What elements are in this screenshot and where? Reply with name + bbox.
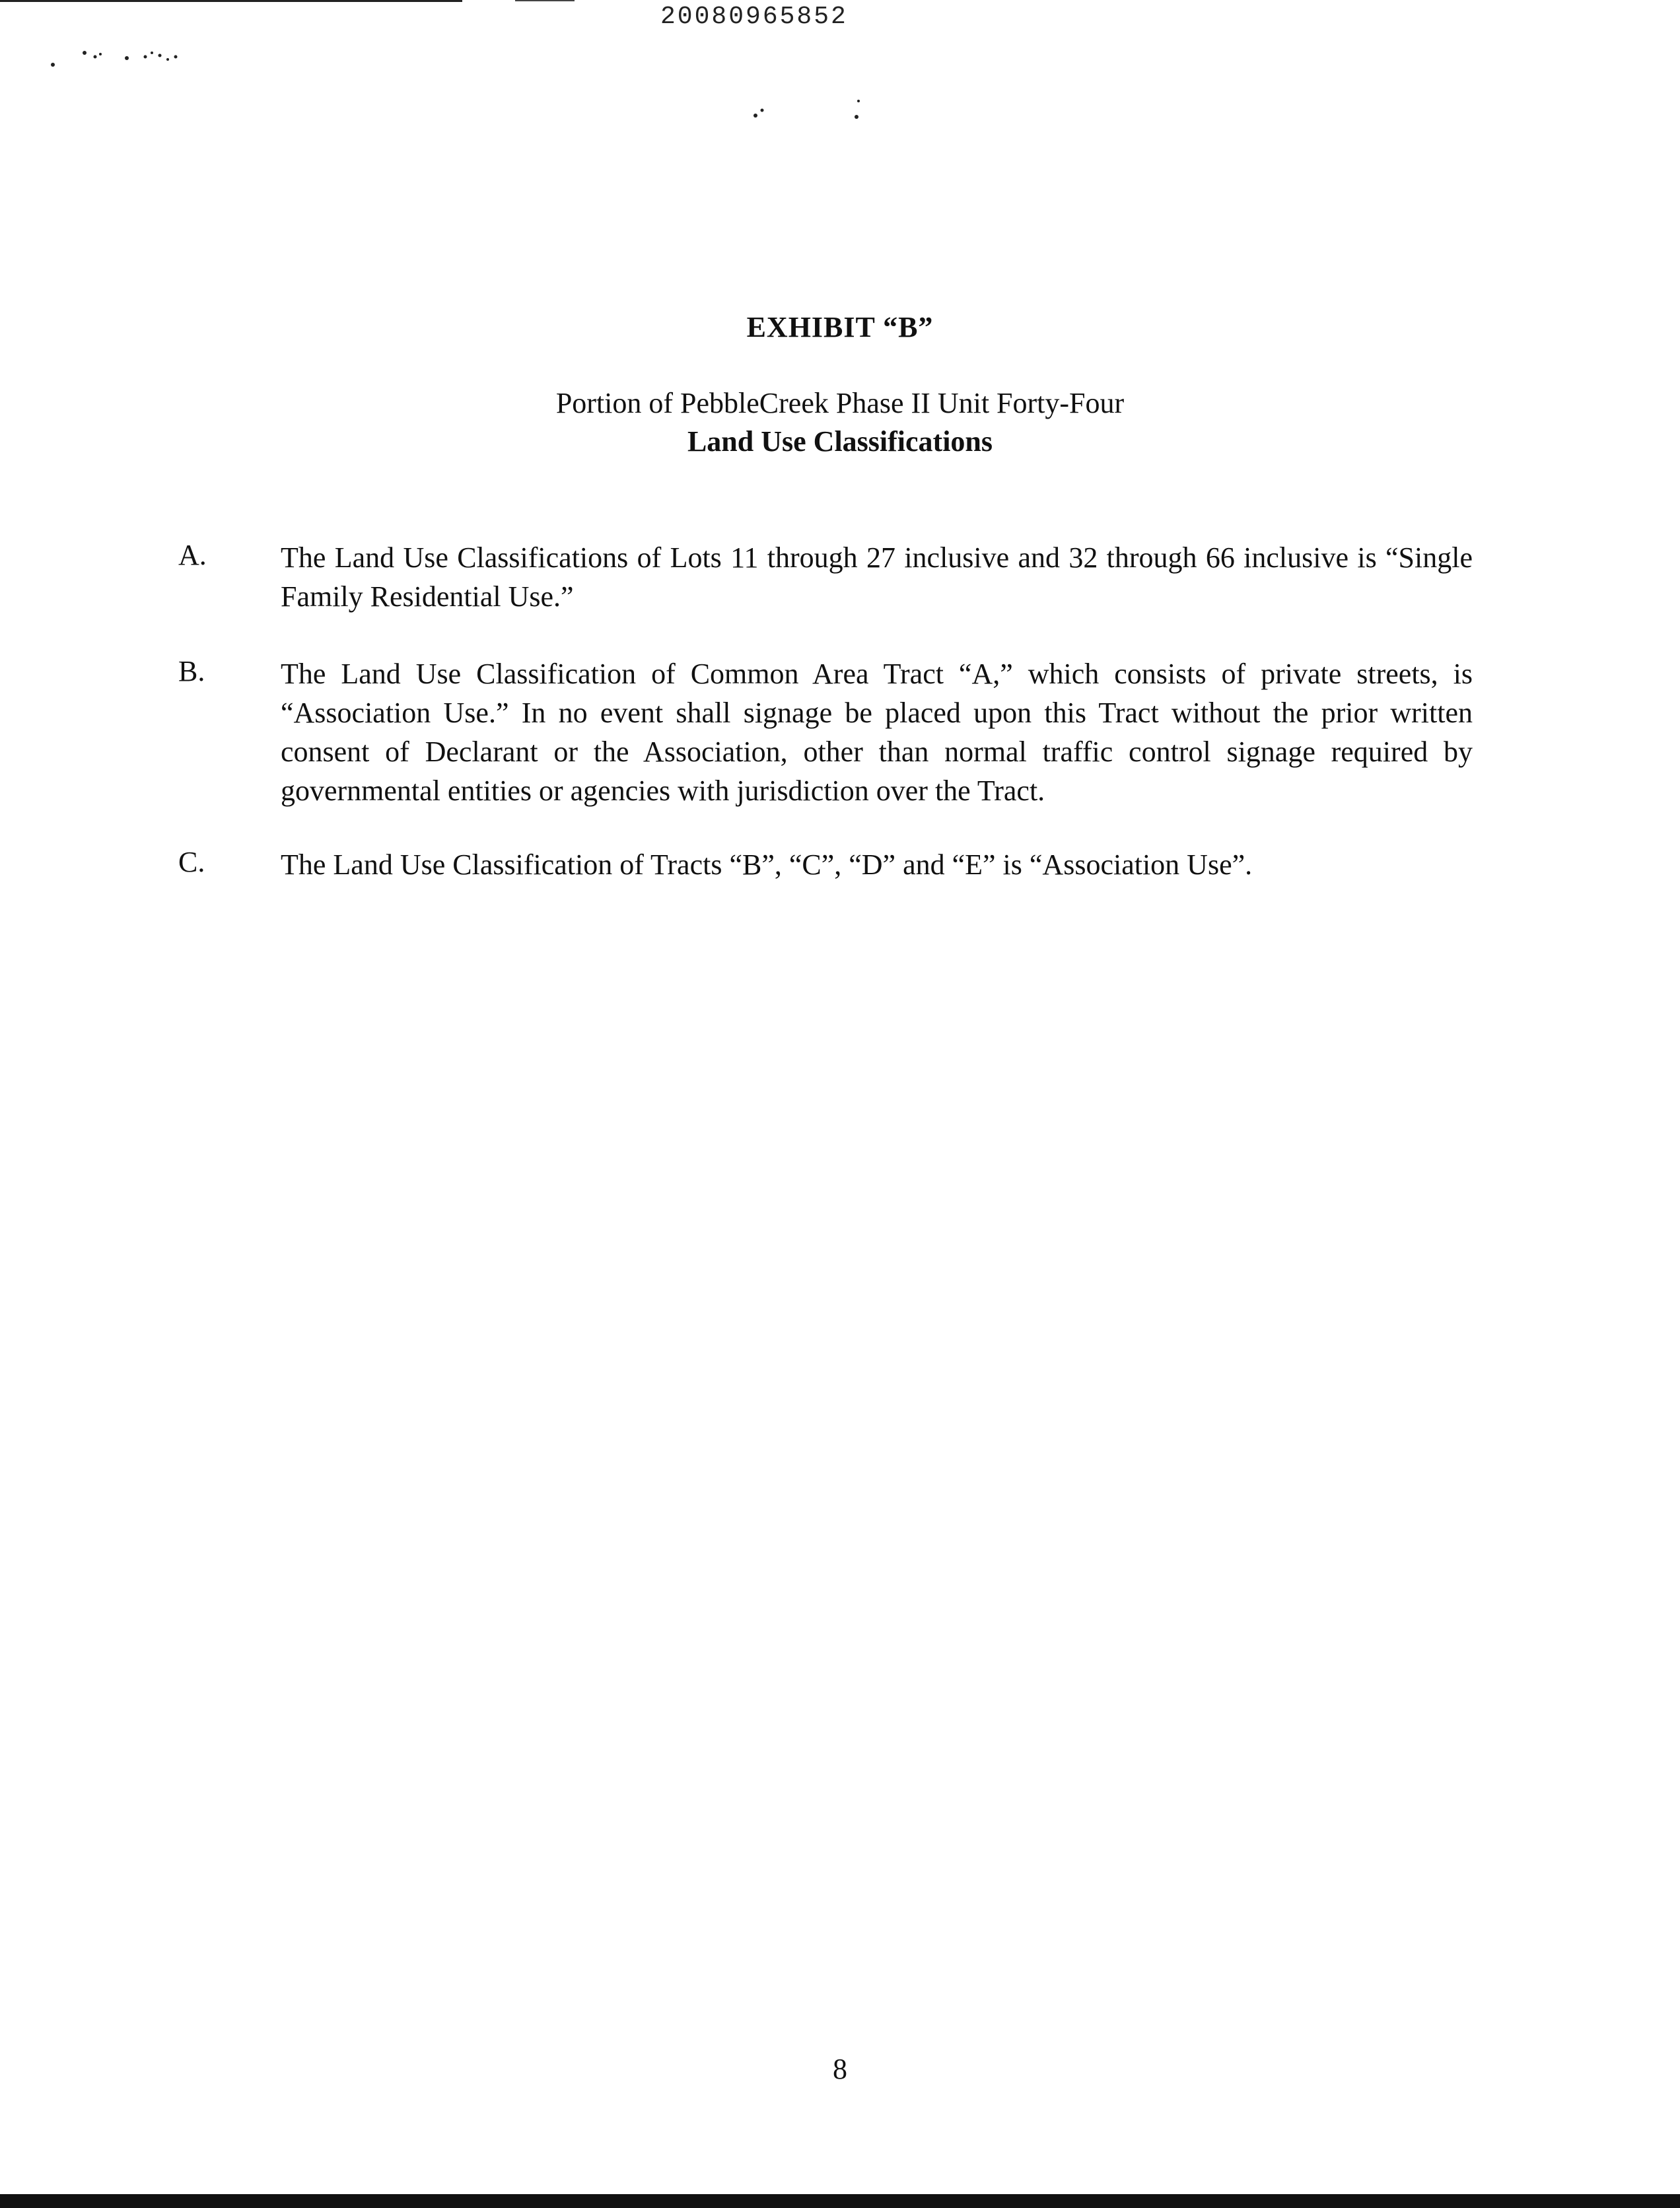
recording-number: 20080965852 (660, 3, 848, 31)
scan-edge-bottom (0, 2194, 1680, 2208)
list-item-text: The Land Use Classification of Common Area Tract “A,” which consists of private streets, is “Association Use.” In no event shall signage be placed upon this Tract without the prior written consent of Declarant or the Association, other than normal traffic control signage required by governmental entities or agencies with jurisdiction over the Tract. (281, 658, 1473, 807)
scan-noise-specks (46, 46, 244, 73)
exhibit-heading: Land Use Classifications (687, 425, 993, 458)
list-item-letter: C. (178, 846, 205, 878)
list-item-letter: B. (178, 655, 205, 687)
page-number: 8 (833, 2053, 847, 2085)
list-item-text: The Land Use Classification of Tracts “B”, “C”, “D” and “E” is “Association Use”. (281, 848, 1253, 881)
list-item-letter: A. (178, 539, 207, 571)
scan-edge-top (0, 0, 462, 2)
list-item-text: The Land Use Classifications of Lots 11 through 27 inclusive and 32 through 66 inclusive is “Single Family Residential Use.” (281, 541, 1473, 613)
scan-noise-specks-center (746, 96, 878, 129)
exhibit-title: EXHIBIT “B” (746, 311, 934, 343)
exhibit-subtitle: Portion of PebbleCreek Phase II Unit Forty-Four (555, 387, 1125, 419)
scan-edge-top-fragment (515, 0, 575, 1)
